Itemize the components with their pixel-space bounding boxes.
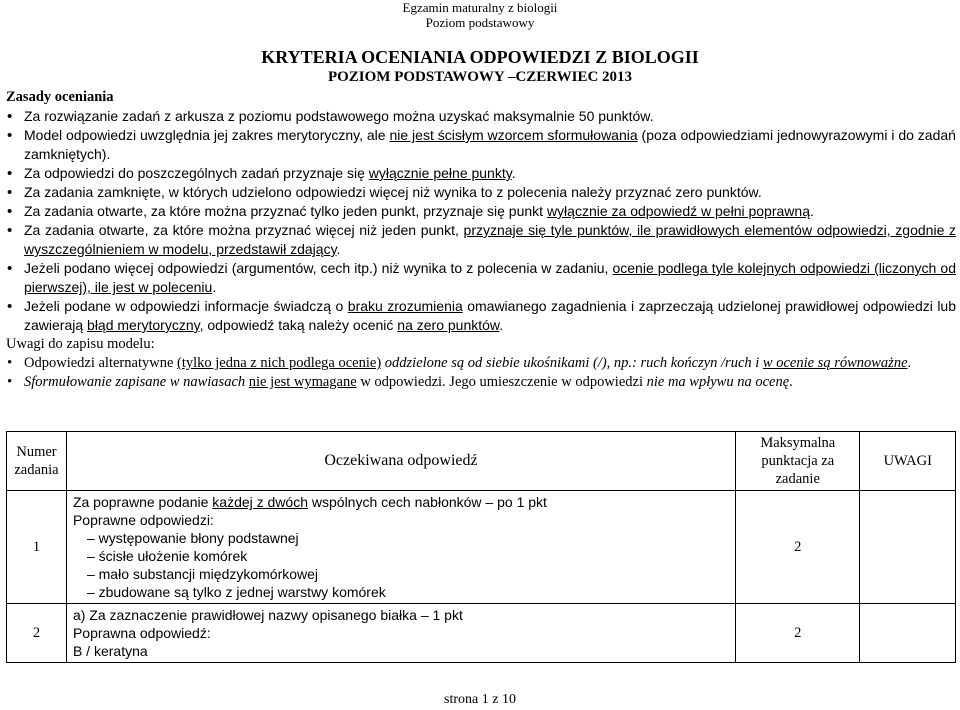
answer-intro: Poprawne odpowiedzi: <box>72 512 214 528</box>
rule-bullet: • Za rozwiązanie zadań z arkusza z poziomu podstawowego można uzyskać maksymalnie 50 punktów. <box>7 108 654 125</box>
answer-item: B / keratyna <box>72 643 148 659</box>
col-header-notes: UWAGI <box>860 432 956 491</box>
bullet-icon: • <box>7 184 13 201</box>
bullet-icon: • <box>7 222 13 239</box>
bullet-icon: • <box>7 203 13 220</box>
criteria-text: a) Za zaznaczenie prawidłowej nazwy opisanego białka – 1 pkt <box>72 607 463 623</box>
expected-answer <box>66 604 735 663</box>
page-number: strona 1 z 10 <box>444 692 516 707</box>
answer-key-table <box>6 431 956 663</box>
bullet-icon: • <box>7 108 13 125</box>
bullet-icon: • <box>7 260 13 277</box>
rule-bullet: • Jeżeli podano więcej odpowiedzi (argumentów, cech itp.) niż wynika to z polecenia w zadaniu, ocenie podlega tyle kolejnych odpowiedzi (liczonych od pierwszej), ile jest w poleceniu. <box>7 260 956 295</box>
table-row <box>7 491 956 604</box>
col-header-max-points: Maksymalna punktacja za zadanie <box>736 432 860 491</box>
max-points: 2 <box>736 491 860 604</box>
rule-bullet: • Model odpowiedzi uwzględnia jej zakres merytoryczny, ale nie jest ścisłym wzorcem sformułowania (poza odpowiedziami jednowyrazowymi i do zadań zamkniętych). <box>7 127 956 162</box>
bullet-icon: • <box>7 374 13 390</box>
answer-intro: Poprawna odpowiedź: <box>72 625 211 641</box>
notes-cell <box>860 491 956 604</box>
exam-header-line2: Poziom podstawowy <box>425 15 535 30</box>
max-points: 2 <box>736 604 860 663</box>
col-header-answer: Oczekiwana odpowiedź <box>66 432 735 491</box>
rule-bullet: • Za zadania otwarte, za które można przyznać tylko jeden punkt, przyznaje się punkt wyłącznie za odpowiedź w pełni poprawną. <box>7 203 814 220</box>
answer-item: – ścisłe ułożenie komórek <box>86 548 248 564</box>
rules-section <box>6 88 956 392</box>
bullet-icon: • <box>7 298 13 315</box>
rule-bullet: • Jeżeli podane w odpowiedzi informacje świadczą o braku zrozumienia omawianego zagadnienia i zaprzeczają udzielonej prawidłowej odpowiedzi lub zawierają błąd merytoryczny, odpowiedź taką należy ocenić na zero punktów. <box>7 298 957 333</box>
table-row <box>7 604 956 663</box>
criteria-text: Za poprawne podanie każdej z dwóch wspólnych cech nabłonków – po 1 pkt <box>72 494 547 510</box>
note-bullet: • Sformułowanie zapisane w nawiasach nie jest wymagane w odpowiedzi. Jego umieszczenie w odpowiedzi nie ma wpływu na ocenę. <box>7 374 793 390</box>
col-header-number: Numer zadania <box>7 432 67 491</box>
bullet-icon: • <box>7 127 13 144</box>
table-header-row <box>7 432 956 491</box>
answer-item: – zbudowane są tylko z jednej warstwy komórek <box>86 584 386 600</box>
rule-bullet: • Za odpowiedzi do poszczególnych zadań przyznaje się wyłącznie pełne punkty. <box>7 165 516 182</box>
exam-header-line1: Egzamin maturalny z biologii <box>402 0 558 15</box>
answer-item: – mało substancji międzykomórkowej <box>86 566 319 582</box>
notes-heading: Uwagi do zapisu modelu: <box>6 336 155 352</box>
bullet-icon: • <box>7 165 13 182</box>
answer-item: – występowanie błony podstawnej <box>86 530 299 546</box>
rule-bullet: • Za zadania otwarte, za które można przyznać więcej niż jeden punkt, przyznaje się tyle punktów, ile prawidłowych elementów odpowiedzi, zgodnie z wyszczególnieniem w modelu, przedstawił zdający. <box>7 222 957 257</box>
expected-answer <box>66 491 735 604</box>
task-number: 1 <box>7 491 67 604</box>
document-subtitle: POZIOM PODSTAWOWY –CZERWIEC 2013 <box>327 69 633 85</box>
bullet-icon: • <box>7 355 13 371</box>
note-bullet: • Odpowiedzi alternatywne (tylko jedna z nich podlega ocenie) oddzielone są od siebie ukośnikami (/), np.: ruch kończyn /ruch i w ocenie są równoważne. <box>7 355 912 371</box>
task-number: 2 <box>7 604 67 663</box>
document-title: KRYTERIA OCENIANIA ODPOWIEDZI Z BIOLOGII <box>261 47 699 67</box>
rules-heading: Zasady oceniania <box>6 89 114 105</box>
notes-cell <box>860 604 956 663</box>
rule-bullet: • Za zadania zamknięte, w których udzielono odpowiedzi więcej niż wynika to z polecenia należy przyznać zero punktów. <box>7 184 762 201</box>
